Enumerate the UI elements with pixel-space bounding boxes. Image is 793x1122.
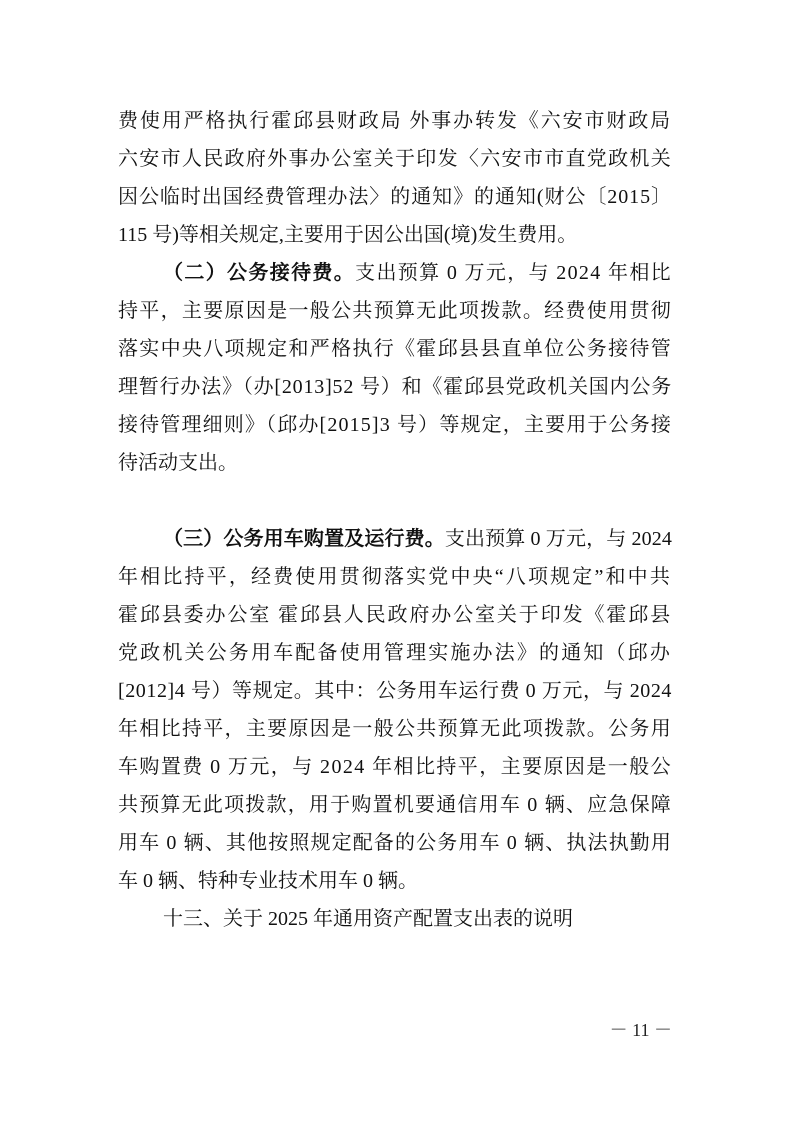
page-body xyxy=(118,102,672,938)
paragraph-official-reception xyxy=(118,254,672,482)
text-line: 共预算无此项拨款，用于购置机要通信用车 0 辆、应急保障 xyxy=(118,794,672,816)
text-line: 用车 0 辆、其他按照规定配备的公务用车 0 辆、执法执勤用 xyxy=(118,832,672,854)
text-line: [2012]4 号）等规定。其中：公务用车运行费 0 万元，与 2024 xyxy=(118,680,672,702)
paragraph-official-vehicles xyxy=(118,520,672,900)
text-line: 持平，主要原因是一般公共预算无此项拨款。经费使用贯彻 xyxy=(118,300,672,322)
text-line: 待活动支出。 xyxy=(118,452,238,474)
text-line: 落实中央八项规定和严格执行《霍邱县县直单位公务接待管 xyxy=(118,338,672,360)
text-line: 党政机关公务用车配备使用管理实施办法》的通知（邱办 xyxy=(118,642,672,664)
text-line: 年相比持平，主要原因是一般公共预算无此项拨款。公务用 xyxy=(118,718,672,740)
text-line: （三）公务用车购置及运行费。支出预算 0 万元，与 2024 xyxy=(163,528,673,550)
text-line: 费使用严格执行霍邱县财政局 外事办转发《六安市财政局 xyxy=(118,110,672,132)
section-heading: 十三、关于 2025 年通用资产配置支出表的说明 xyxy=(163,908,573,930)
text-line: 理暂行办法》（办[2013]52 号）和《霍邱县党政机关国内公务 xyxy=(118,376,672,398)
text-line: 接待管理细则》（邱办[2015]3 号）等规定，主要用于公务接 xyxy=(118,414,672,436)
paragraph-overseas-travel xyxy=(118,102,672,254)
section-lead: （三）公务用车购置及运行费。 xyxy=(163,528,445,550)
text-line: 年相比持平，经费使用贯彻落实党中央“八项规定”和中共 xyxy=(118,566,672,588)
text-line: （二）公务接待费。支出预算 0 万元，与 2024 年相比 xyxy=(163,262,673,284)
text-line: 车 0 辆、特种专业技术用车 0 辆。 xyxy=(118,870,418,892)
blank-line xyxy=(118,482,672,520)
text-line: 六安市人民政府外事办公室关于印发〈六安市市直党政机关 xyxy=(118,148,672,170)
page-number: － 11 － xyxy=(609,1020,672,1040)
text-line: 因公临时出国经费管理办法〉的通知》的通知(财公〔2015〕 xyxy=(118,186,672,208)
text-line: 霍邱县委办公室 霍邱县人民政府办公室关于印发《霍邱县 xyxy=(118,604,672,626)
text-line: 115 号)等相关规定,主要用于因公出国(境)发生费用。 xyxy=(118,224,578,246)
section-lead: （二）公务接待费。 xyxy=(163,262,356,284)
text-line: 车购置费 0 万元，与 2024 年相比持平，主要原因是一般公 xyxy=(118,756,672,778)
